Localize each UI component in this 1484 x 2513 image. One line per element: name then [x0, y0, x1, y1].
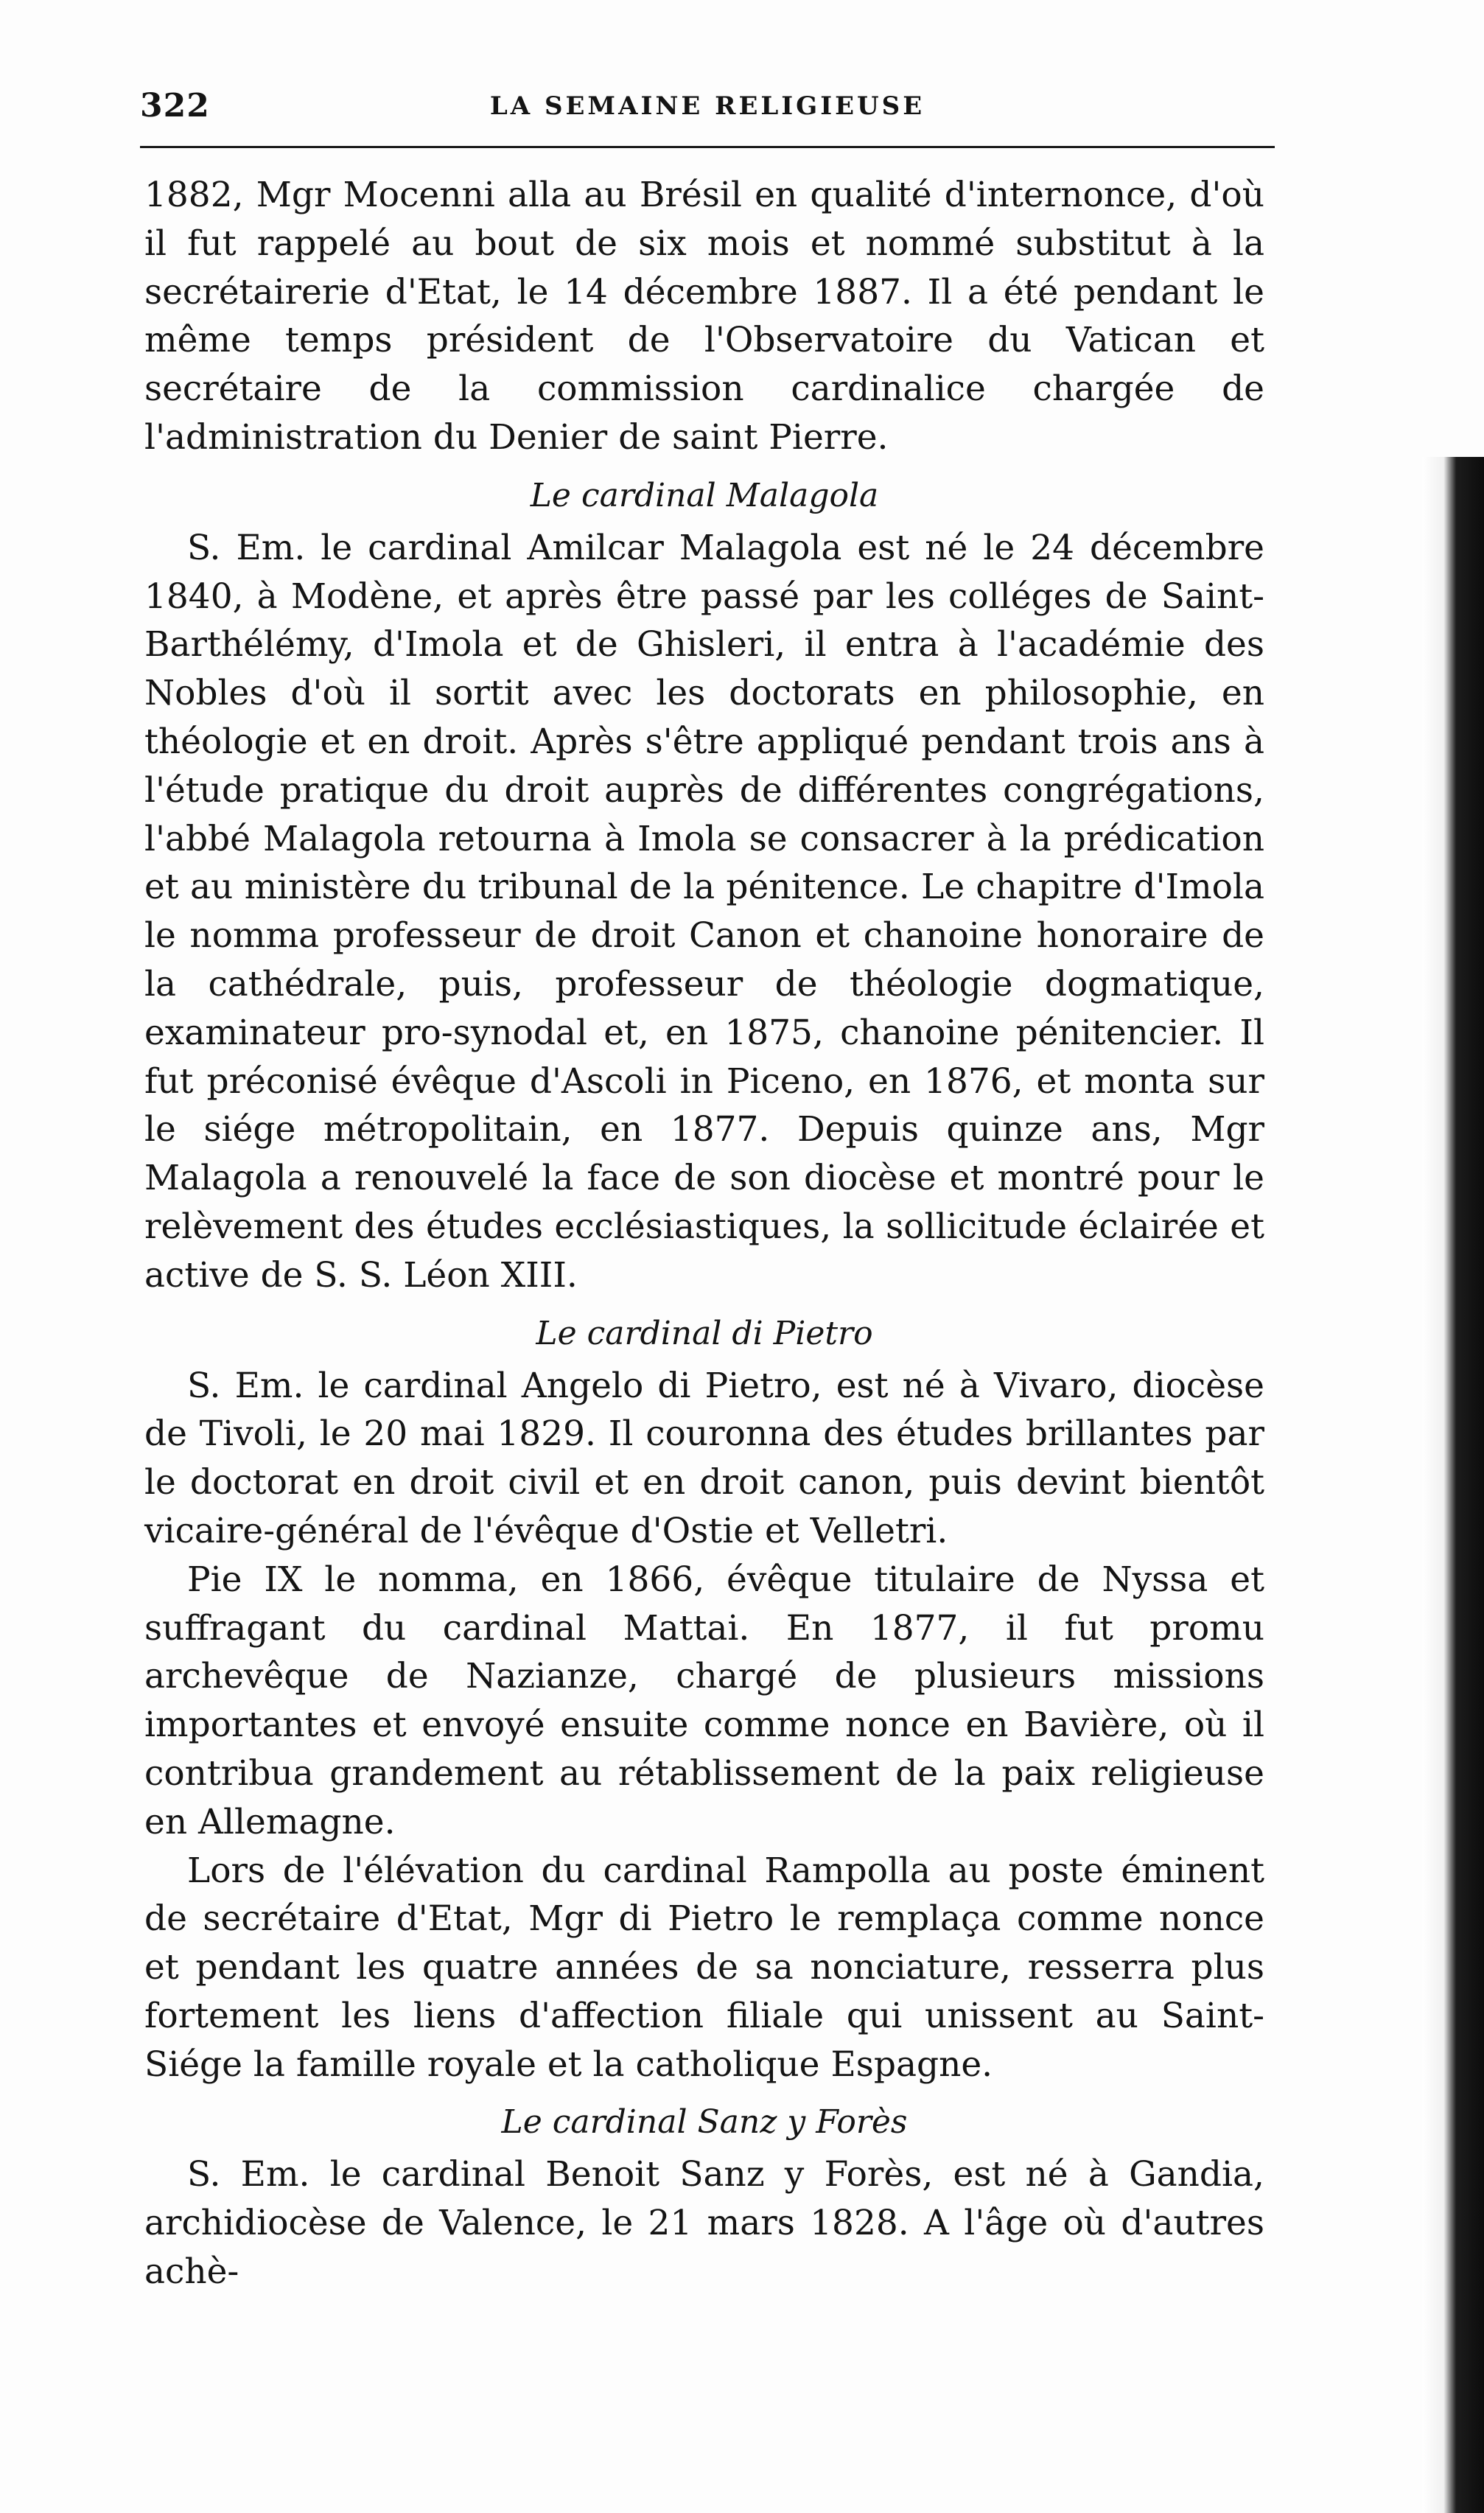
- running-title: LA SEMAINE RELIGIEUSE: [489, 91, 925, 121]
- section-title-sanz-y-fores: Le cardinal Sanz y Forès: [501, 2103, 908, 2142]
- page-number: 322: [140, 87, 210, 125]
- section-title-malagola: Le cardinal Malagola: [530, 476, 879, 514]
- paragraph-di-pietro-3: Lors de l'élévation du cardinal Rampolla au poste éminent de secrétaire d'Etat, Mgr di Pietro le remplaça comme nonce et pendant les quatre années de sa nonciature, resserra plus fortement les liens d'affection filiale qui unissent au Saint-Siége la famille royale et la catholique Espagne.: [144, 1850, 1264, 2085]
- intro-paragraph: 1882, Mgr Mocenni alla au Brésil en qualité d'internonce, d'où il fut rappelé au bout de six mois et nommé substitut à la secrétairerie d'Etat, le 14 décembre 1887. Il a été pendant le même temps président de l'Observatoire du Vatican et secrétaire de la commission cardinalice chargée de l'administration du Denier de saint Pierre.: [144, 175, 1264, 458]
- page-edge-shadow: [1422, 457, 1484, 2513]
- paragraph-sanz-y-fores: S. Em. le cardinal Benoit Sanz y Forès, est né à Gandia, archidiocèse de Valence, le 21 mars 1828. A l'âge où d'autres achè-: [144, 2154, 1264, 2293]
- page-header: [140, 87, 1275, 148]
- paragraph-di-pietro-2: Pie IX le nomma, en 1866, évêque titulaire de Nyssa et suffragant du cardinal Mattai. En 1877, il fut promu archevêque de Nazianze, chargé de plusieurs missions importantes et envoyé ensuite comme nonce en Bavière, où il contribua grandement au rétablissement de la paix religieuse en Allemagne.: [144, 1559, 1264, 1842]
- paragraph-di-pietro-1: S. Em. le cardinal Angelo di Pietro, est né à Vivaro, diocèse de Tivoli, le 20 mai 1829. Il couronna des études brillantes par le doctorat en droit civil et en droit canon, puis devint bientôt vicaire-général de l'évêque d'Ostie et Velletri.: [144, 1365, 1264, 1551]
- paragraph-malagola: S. Em. le cardinal Amilcar Malagola est né le 24 décembre 1840, à Modène, et après être passé par les colléges de Saint-Barthélémy, d'Imola et de Ghisleri, il entra à l'académie des Nobles d'où il sortit avec les doctorats en philosophie, en théologie et en droit. Après s'être appliqué pendant trois ans à l'étude pratique du droit auprès de différentes congrégations, l'abbé Malagola retourna à Imola se consacrer à la prédication et au ministère du tribunal de la pénitence. Le chapitre d'Imola le nomma professeur de droit Canon et chanoine honoraire de la cathédrale, puis, professeur de théologie dogmatique, examinateur pro-synodal et, en 1875, chanoine pénitencier. Il fut préconisé évêque d'Ascoli in Piceno, en 1876, et monta sur le siége métropolitain, en 1877. Depuis quinze ans, Mgr Malagola a renouvelé la face de son diocèse et montré pour le relèvement des études ecclésiastiques, la sollicitude éclairée et active de S. S. Léon XIII.: [144, 527, 1264, 1296]
- section-title-di-pietro: Le cardinal di Pietro: [536, 1314, 873, 1352]
- page-body: [144, 171, 1264, 2296]
